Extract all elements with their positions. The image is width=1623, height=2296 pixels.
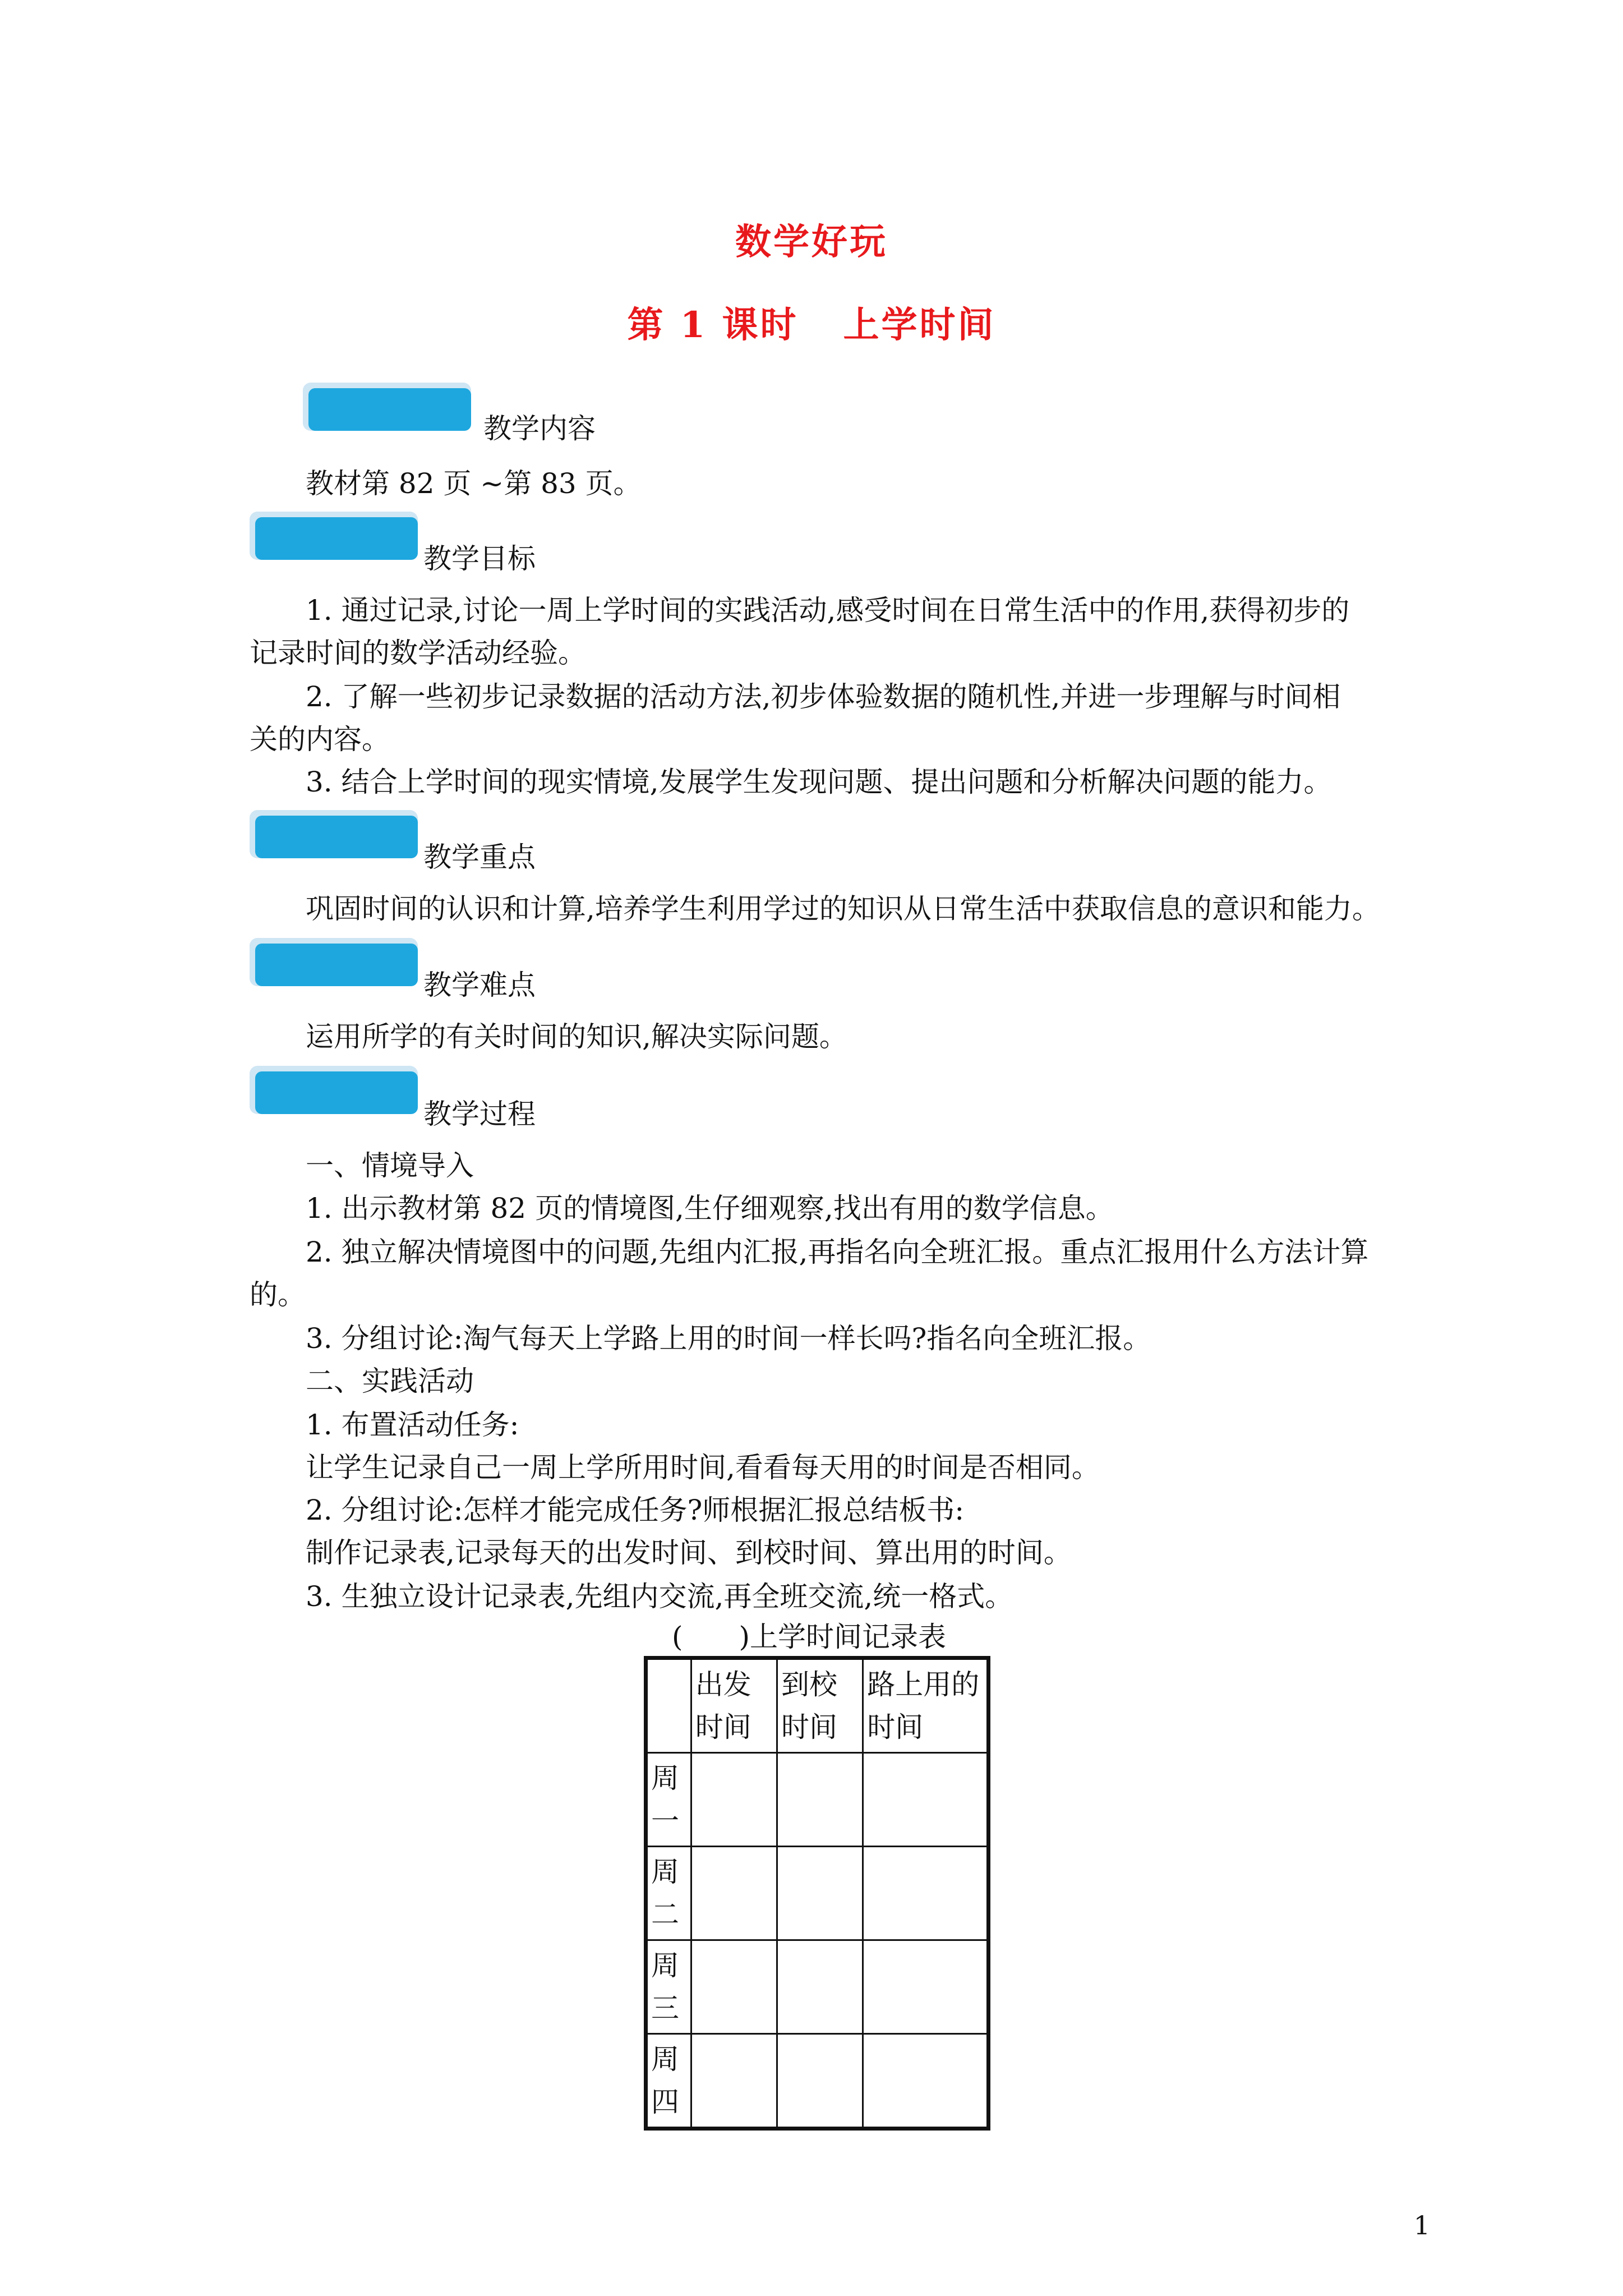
process-line: 一、情境导入 xyxy=(306,1149,474,1182)
table-cell xyxy=(691,1847,777,1940)
process-line: 1. 出示教材第 82 页的情境图,生仔细观察,找出有用的数学信息。 xyxy=(306,1192,1114,1225)
table-cell xyxy=(691,1940,777,2034)
process-line: 二、实践活动 xyxy=(306,1365,474,1397)
difficulties-text: 运用所学的有关时间的知识,解决实际问题。 xyxy=(306,1020,847,1053)
table-row xyxy=(646,1847,989,1940)
table-header-cell: 到校时间 xyxy=(777,1658,863,1753)
heading-goals: 教学目标 xyxy=(423,542,536,575)
table-cell xyxy=(863,1940,989,2034)
row-label: 周四 xyxy=(646,2034,691,2129)
heading-key-points: 教学重点 xyxy=(423,841,536,873)
table-cell xyxy=(777,1753,863,1847)
heading-difficulties: 教学难点 xyxy=(423,969,536,1001)
goal-line: 记录时间的数学活动经验。 xyxy=(250,637,586,669)
table-cell xyxy=(777,2034,863,2129)
lesson-title xyxy=(0,296,1623,348)
process-line: 3. 分组讨论:淘气每天上学路上用的时间一样长吗?指名向全班汇报。 xyxy=(306,1322,1151,1355)
goal-line: 2. 了解一些初步记录数据的活动方法,初步体验数据的随机性,并进一步理解与时间相 xyxy=(306,680,1341,713)
row-label: 周三 xyxy=(646,1940,691,2034)
table-row xyxy=(646,1940,989,2034)
process-line: 制作记录表,记录每天的出发时间、到校时间、算出用的时间。 xyxy=(306,1536,1072,1569)
table-header-cell: 路上用的时间 xyxy=(863,1658,989,1753)
process-line: 3. 生独立设计记录表,先组内交流,再全班交流,统一格式。 xyxy=(306,1580,1013,1613)
page-number: 1 xyxy=(1413,2210,1430,2240)
table-header-cell xyxy=(646,1658,691,1753)
content-text: 教材第 82 页 ~第 83 页。 xyxy=(306,467,642,500)
table-cell xyxy=(863,1847,989,1940)
lesson-number: 第 1 课时 xyxy=(627,304,799,346)
section-tag-key-points xyxy=(250,810,418,858)
process-line: 2. 独立解决情境图中的问题,先组内汇报,再指名向全班汇报。重点汇报用什么方法计算 xyxy=(306,1236,1369,1268)
heading-content: 教学内容 xyxy=(483,412,596,445)
goal-line: 1. 通过记录,讨论一周上学时间的实践活动,感受时间在日常生活中的作用,获得初步的 xyxy=(306,594,1350,627)
key-points-text: 巩固时间的认识和计算,培养学生利用学过的知识从日常生活中获取信息的意识和能力。 xyxy=(306,892,1380,925)
table-header-cell: 出发时间 xyxy=(691,1658,777,1753)
section-tag-difficulties xyxy=(250,938,418,986)
table-cell xyxy=(777,1940,863,2034)
table-cell xyxy=(691,2034,777,2129)
table-row xyxy=(646,2034,989,2129)
table-caption: ( )上学时间记录表 xyxy=(672,1621,947,1653)
table-cell xyxy=(863,1753,989,1847)
process-line: 的。 xyxy=(250,1278,306,1311)
table-cell xyxy=(691,1753,777,1847)
goal-line: 关的内容。 xyxy=(250,723,390,756)
heading-process: 教学过程 xyxy=(423,1098,536,1130)
table-header-row xyxy=(646,1658,989,1753)
table-row xyxy=(646,1753,989,1847)
table-cell xyxy=(863,2034,989,2129)
record-table xyxy=(644,1656,990,2131)
process-line: 让学生记录自己一周上学所用时间,看看每天用的时间是否相同。 xyxy=(306,1451,1100,1484)
table-cell xyxy=(777,1847,863,1940)
lesson-topic: 上学时间 xyxy=(843,304,996,346)
section-tag-process xyxy=(250,1066,418,1114)
page-title: 数学好玩 xyxy=(735,221,888,263)
section-tag-goals xyxy=(250,512,418,560)
process-line: 2. 分组讨论:怎样才能完成任务?师根据汇报总结板书: xyxy=(306,1494,965,1526)
process-line: 1. 布置活动任务: xyxy=(306,1409,519,1441)
section-tag-content xyxy=(303,383,471,431)
row-label: 周二 xyxy=(646,1847,691,1940)
goal-line: 3. 结合上学时间的现实情境,发展学生发现问题、提出问题和分析解决问题的能力。 xyxy=(306,766,1332,798)
row-label: 周一 xyxy=(646,1753,691,1847)
